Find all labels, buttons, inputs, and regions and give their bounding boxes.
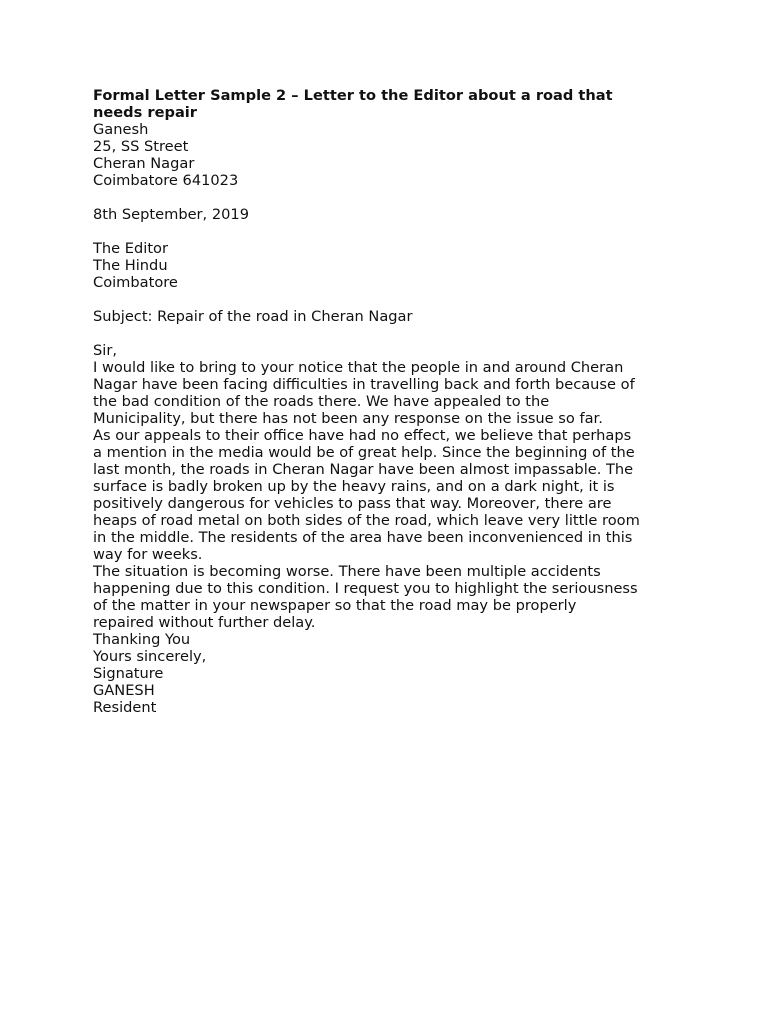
paragraph-line: in the middle. The residents of the area have been inconvenienced in this	[93, 529, 633, 546]
closing-signature: Signature	[93, 665, 164, 682]
letter-subject: Subject: Repair of the road in Cheran Nagar	[93, 308, 413, 325]
paragraph-line: a mention in the media would be of great help. Since the beginning of the	[93, 444, 635, 461]
sender-street: 25, SS Street	[93, 138, 189, 155]
title-line: needs repair	[93, 104, 197, 121]
paragraph-line: surface is badly broken up by the heavy rains, and on a dark night, it is	[93, 478, 615, 495]
paragraph-line: last month, the roads in Cheran Nagar have been almost impassable. The	[93, 461, 634, 478]
recipient-title: The Editor	[93, 240, 168, 257]
paragraph-line: The situation is becoming worse. There have been multiple accidents	[93, 563, 601, 580]
closing-designation: Resident	[93, 699, 157, 716]
letter-page	[93, 87, 693, 716]
recipient-paper: The Hindu	[93, 257, 168, 274]
body-paragraph-3	[93, 563, 693, 631]
letter-date: 8th September, 2019	[93, 206, 249, 223]
body-paragraph-1	[93, 359, 693, 427]
paragraph-line: repaired without further delay.	[93, 614, 316, 631]
paragraph-line: Municipality, but there has not been any response on the issue so far.	[93, 410, 603, 427]
sender-address	[93, 121, 693, 189]
paragraph-line: the bad condition of the roads there. We have appealed to the	[93, 393, 550, 410]
letter-closing	[93, 631, 693, 716]
sender-city: Coimbatore 641023	[93, 172, 239, 189]
paragraph-line: way for weeks.	[93, 546, 203, 563]
paragraph-line: heaps of road metal on both sides of the road, which leave very little room	[93, 512, 640, 529]
closing-valediction: Yours sincerely,	[93, 648, 207, 665]
title-line: Formal Letter Sample 2 – Letter to the Editor about a road that	[93, 87, 613, 104]
paragraph-line: Nagar have been facing difficulties in travelling back and forth because of	[93, 376, 635, 393]
paragraph-line: As our appeals to their office have had no effect, we believe that perhaps	[93, 427, 632, 444]
sender-area: Cheran Nagar	[93, 155, 195, 172]
recipient-address	[93, 240, 693, 291]
closing-name: GANESH	[93, 682, 155, 699]
paragraph-line: of the matter in your newspaper so that the road may be properly	[93, 597, 577, 614]
paragraph-line: I would like to bring to your notice that the people in and around Cheran	[93, 359, 624, 376]
body-paragraph-2	[93, 427, 693, 563]
letter-title	[93, 87, 693, 121]
salutation: Sir,	[93, 342, 117, 359]
sender-name: Ganesh	[93, 121, 149, 138]
recipient-city: Coimbatore	[93, 274, 178, 291]
closing-thanks: Thanking You	[93, 631, 191, 648]
paragraph-line: positively dangerous for vehicles to pass that way. Moreover, there are	[93, 495, 612, 512]
paragraph-line: happening due to this condition. I request you to highlight the seriousness	[93, 580, 638, 597]
